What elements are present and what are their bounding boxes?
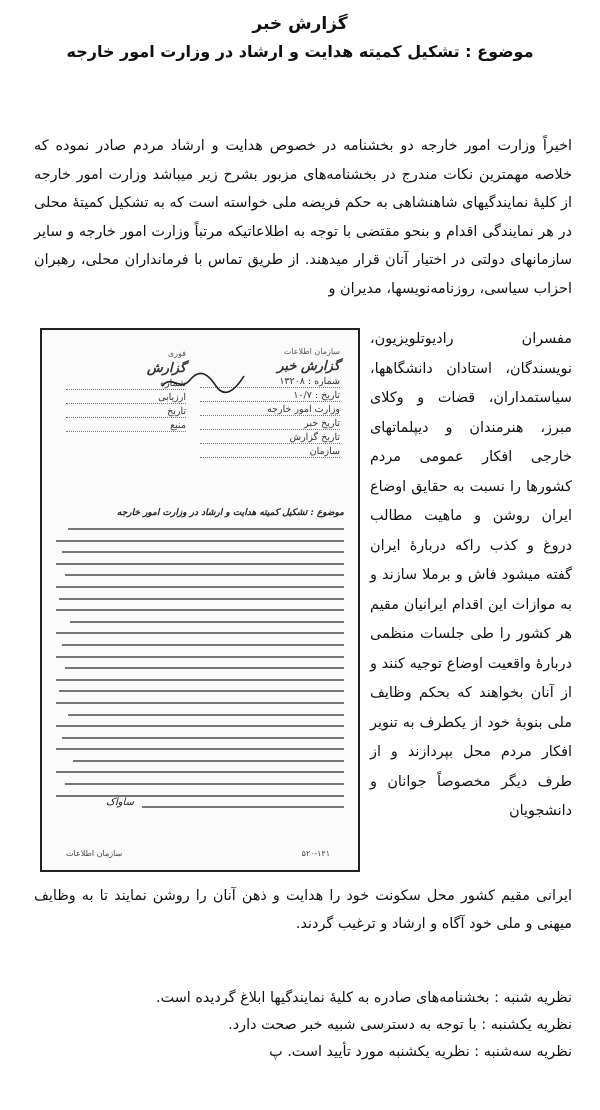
doc-body-text-lines [56, 528, 344, 818]
doc-footer-number: ۵۲۰-۱۲۱ [301, 849, 330, 858]
doc-signature: ساواک [106, 797, 134, 808]
assessment-notes [34, 985, 572, 1066]
doc-footer-label: سازمان اطلاعات [66, 849, 123, 858]
doc-field: ارزیابی [66, 390, 186, 404]
doc-left-header: فوری گزارش شماره ارزیابی تاریخ منبع [66, 346, 186, 432]
doc-subject: موضوع : تشکیل کمیته هدایت و ارشاد در وزارت امور خارجه [116, 508, 344, 518]
doc-field: شماره [66, 376, 186, 390]
note-line: نظریه سه‌شنبه : نظریه یکشنبه مورد تأیید است. پ [269, 1044, 572, 1060]
doc-field: وزارت امور خارجه [200, 402, 340, 416]
report-title: گزارش خبر [252, 14, 348, 34]
handwritten-mark-icon [160, 370, 246, 394]
note-line: نظریه شنبه : بخشنامه‌های صادره به کلیهٔ نمایندگیها ابلاغ گردیده است. [156, 990, 572, 1006]
report-subject: موضوع : تشکیل کمیته هدایت و ارشاد در وزارت امور خارجه [66, 42, 534, 61]
doc-right-header: سازمان اطلاعات گزارش خبر شماره : ۱۳۲۰۸ تاریخ : ۱۰/۷ وزارت امور خارجه تاریخ خبر تاریخ گزارش سازمان [200, 344, 340, 458]
doc-field: تاریخ : ۱۰/۷ [200, 388, 340, 402]
body-paragraph-side: مفسران رادیوتلویزیون، نویسندگان، استادان دانشگاهها، سیاستمداران، قضات و وکلای مبرز، هنرمندان و دیپلماتهای خارجی افکار عمومی مردم کشورها را نسبت به حقایق اوضاع ایران روشن و ماهیت مطالب دروغ و کذب راکه دربارهٔ ایران گفته میشود فاش و برملا سازند و به موازات این اقدام ایرانیان مقیم هر کشور را طی جلسات منظمی دربارهٔ واقعیت اوضاع توجیه کنند و از آنان بخواهند که بحکم وظایف ملی بنوبهٔ خود از یکطرف به تنویر افکار مردم محل بپردازند و از طرف دیگر مخصوصاً جوانان و دانشجویان [370, 331, 572, 819]
body-paragraph-top: اخیراً وزارت امور خارجه دو بخشنامه در خصوص هدایت و ارشاد مردم صادر نموده که خلاصه مهمترین نکات مندرج در بخشنامه‌های مزبور بشرح زیر میباشد وزارت امور خارجه از کلیهٔ نمایندگیهای شاهنشاهی به حکم فریضه ملی خواسته است که به تشکیل کمیتهٔ محلی در هر نمایندگی اقدام و بنحو مقتضی با توجه به اطلاعاتیکه مرتباً وزارت امور خارجه و سایر سازمانهای دولتی در اختیار آنان قرار میدهند. از طریق تماس با فرمانداران محلی، رهبران احزاب سیاسی، روزنامه‌نویسها، مدیران و [34, 138, 572, 297]
doc-field: تاریخ گزارش [200, 430, 340, 444]
doc-field: تاریخ خبر [200, 416, 340, 430]
doc-field: تاریخ [66, 404, 186, 418]
doc-field: شماره : ۱۳۲۰۸ [200, 374, 340, 388]
doc-field: سازمان [200, 444, 340, 458]
body-paragraph-bottom: ایرانی مقیم کشور محل سکونت خود را هدایت و ذهن آنان را روشن نمایند تا به وظایف میهنی و ملی خود آگاه و ارشاد و ترغیب گردند. [34, 888, 572, 932]
note-line: نظریه یکشنبه : با توجه به دسترسی شبیه خبر صحت دارد. [228, 1017, 572, 1033]
doc-field: منبع [66, 418, 186, 432]
scanned-document-image [40, 328, 360, 872]
